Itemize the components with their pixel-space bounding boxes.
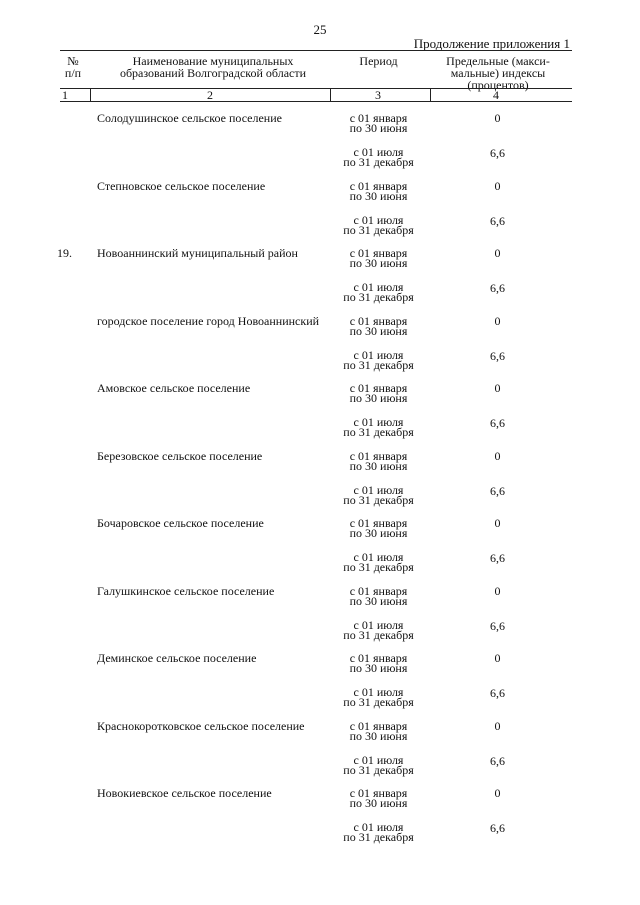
index-value-first-half: 0	[494, 786, 501, 800]
period-first-half: с 01 января по 30 июня	[349, 448, 408, 473]
header-top-rule	[60, 50, 572, 51]
index-value-second-half: 6,6	[490, 551, 505, 565]
period-second-half: с 01 июля по 31 декабря	[343, 145, 414, 169]
index-value-first-half: 0	[494, 178, 501, 193]
index-value-first-half: 0	[494, 583, 501, 598]
period-second-half: с 01 июля по 31 декабря	[343, 752, 414, 777]
period-first-half: с 01 января по 30 июня	[349, 111, 408, 135]
index-value-second-half: 6,6	[490, 281, 505, 295]
index-value-first-half: 0	[494, 313, 501, 328]
page-number: 25	[313, 22, 327, 37]
table-row	[0, 446, 640, 514]
municipality-name: Деминское сельское поселение	[97, 651, 257, 665]
index-value-first-half: 0	[494, 516, 501, 530]
table-row	[0, 108, 640, 176]
municipality-name: Галушкинское сельское поселение	[97, 583, 275, 598]
period-first-half: с 01 января по 30 июня	[349, 516, 408, 540]
index-value-second-half: 6,6	[490, 483, 505, 498]
row-number: 19.	[57, 246, 72, 260]
index-value-second-half: 6,6	[490, 348, 505, 363]
period-first-half: с 01 января по 30 июня	[349, 786, 408, 810]
index-value-second-half: 6,6	[490, 618, 505, 633]
period-first-half: с 01 января по 30 июня	[349, 583, 408, 608]
municipality-name: Амовское сельское поселение	[97, 381, 251, 395]
index-value-second-half: 6,6	[490, 753, 505, 768]
index-value-second-half: 6,6	[490, 416, 505, 430]
index-value-first-half: 0	[494, 111, 501, 125]
index-value-first-half: 0	[494, 381, 501, 395]
period-second-half: с 01 июля по 31 декабря	[343, 685, 414, 709]
table-row	[0, 648, 640, 716]
index-value-first-half: 0	[494, 651, 501, 665]
header-indexes: Предельные (макси- мальные) индексы (процентов)	[446, 54, 550, 92]
table-row	[0, 783, 640, 851]
index-bottom-rule	[60, 101, 572, 102]
period-first-half: с 01 января по 30 июня	[349, 381, 408, 405]
index-value-first-half: 0	[494, 246, 501, 260]
column-index: 3	[375, 88, 381, 102]
index-value-second-half: 6,6	[490, 821, 505, 835]
index-value-first-half: 0	[494, 718, 501, 733]
continuation-label: Продолжение приложения 1	[413, 36, 570, 51]
municipality-name: Новоаннинский муниципальный район	[97, 246, 298, 260]
municipality-name: Степновское сельское поселение	[97, 178, 266, 193]
index-value-first-half: 0	[494, 448, 501, 463]
table-row	[0, 176, 640, 244]
period-first-half: с 01 января по 30 июня	[349, 718, 408, 743]
period-second-half: с 01 июля по 31 декабря	[343, 280, 414, 304]
period-second-half: с 01 июля по 31 декабря	[343, 550, 414, 574]
table-row	[0, 716, 640, 784]
column-index: 4	[493, 88, 499, 102]
table-row	[0, 513, 640, 581]
period-second-half: с 01 июля по 31 декабря	[343, 617, 414, 642]
municipality-name: Березовское сельское поселение	[97, 448, 263, 463]
municipality-name: Новокиевское сельское поселение	[97, 786, 272, 800]
municipality-name: Солодушинское сельское поселение	[97, 111, 282, 125]
table-row	[0, 243, 640, 311]
index-value-second-half: 6,6	[490, 146, 505, 160]
table-row	[0, 581, 640, 649]
header-number: № п/п	[64, 54, 82, 80]
header-period: Период	[359, 54, 398, 68]
municipality-name: Краснокоротковское сельское поселение	[97, 718, 305, 733]
period-second-half: с 01 июля по 31 декабря	[343, 347, 414, 372]
period-second-half: с 01 июля по 31 декабря	[343, 820, 414, 844]
period-second-half: с 01 июля по 31 декабря	[343, 415, 414, 439]
municipality-name: Бочаровское сельское поселение	[97, 516, 264, 530]
table-row	[0, 378, 640, 446]
index-value-second-half: 6,6	[490, 213, 505, 228]
index-divider	[90, 88, 91, 101]
period-first-half: с 01 января по 30 июня	[349, 246, 408, 270]
period-first-half: с 01 января по 30 июня	[349, 313, 408, 338]
municipality-name: городское поселение город Новоаннинский	[97, 313, 320, 328]
period-second-half: с 01 июля по 31 декабря	[343, 212, 414, 237]
index-divider	[330, 88, 331, 101]
period-first-half: с 01 января по 30 июня	[349, 651, 408, 675]
table-row	[0, 311, 640, 379]
column-index: 1	[62, 88, 68, 102]
index-value-second-half: 6,6	[490, 686, 505, 700]
period-second-half: с 01 июля по 31 декабря	[343, 482, 414, 507]
index-divider	[430, 88, 431, 101]
header-name: Наименование муниципальных образований Волгоградской области	[119, 54, 307, 80]
period-first-half: с 01 января по 30 июня	[349, 178, 408, 203]
column-index: 2	[207, 88, 213, 102]
